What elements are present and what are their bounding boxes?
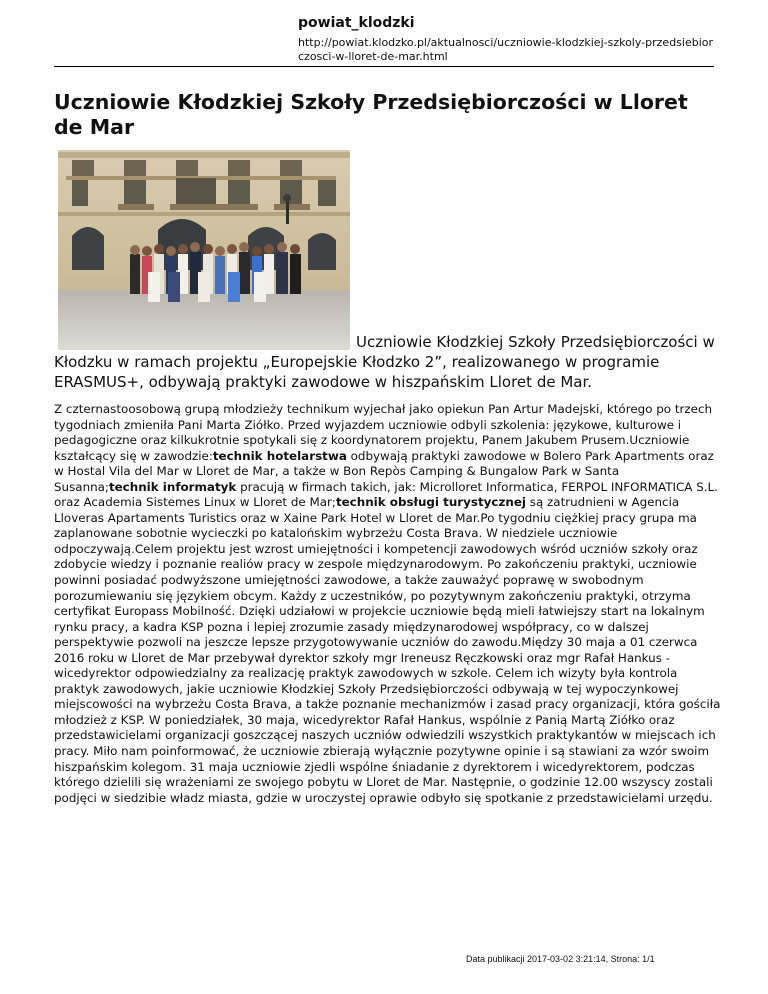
- body-part-2: odbywają praktyki zawodowe w Bolero Park Apartments oraz w Hostal Vila del Mar w Lloret de Mar, a także w Bon Repòs Camping & Bungalow Park w Santa Susanna;: [54, 448, 714, 494]
- site-name: powiat_klodzki: [298, 15, 415, 31]
- group-photo: [58, 150, 350, 350]
- article-title: Uczniowie Kłodzkiej Szkoły Przedsiębiorczości w Lloret de Mar: [54, 90, 688, 139]
- profession-hotel: technik hotelarstwa: [212, 448, 347, 463]
- article-url[interactable]: http://powiat.klodzko.pl/aktualnosci/uczniowie-klodzkiej-szkoly-przedsiebiorczosci-w-lloret-de-mar.html: [298, 36, 714, 63]
- body-part-1: Z czternastoosobową grupą młodzieży technikum wyjechał jako opiekun Pan Artur Madejski, którego po trzech tygodniach zmieniła Pani Marta Ziółko. Przed wyjazdem uczniowie odbyli szkolenia: językowe, kulturowe i pedagogiczne oraz kilkukrotnie spotykali się z koordynatorem projektu, Panem Jakubem Prusem.Uczniowie kształcący się w zawodzie:: [54, 402, 713, 463]
- article-lead: [54, 332, 724, 392]
- body-part-4: są zatrudnieni w Agencia Lloveras Apartaments Turistics oraz w Xaine Park Hotel w Lloret de Mar.Po tygodniu ciężkiej pracy grupa ma zaplanowane sobotnie wycieczki po katalońskim wybrzeżu Costa Brava. W niedziele uczniowie odpoczywają.Celem projektu jest wzrost umiejętności i kompetencji zawodowych wśród uczniów szkoły oraz zdobycie wiedzy i poznanie realiów pracy w zespole międzynarodowym. Po zakończeniu praktyki, uczniowie powinni posiadać podwyższone umiejętności zawodowe, a także zauważyć poprawę w swobodnym porozumiewaniu się językiem obcym. Każdy z uczestników, po pozytywnym zakończeniu praktyki, otrzyma certyfikat Europass Mobilność. Dzięki udziałowi w projekcie uczniowie będą mieli łatwiejszy start na lokalnym rynku pracy, a kadra KSP pozna i lepiej zrozumie zasady międzynarodowej współpracy, co w dalszej perspektywie pozwoli na jeszcze lepsze przygotowywanie uczniów do zawodu.Między 30 maja a 01 czerwca 2016 roku w Lloret de Mar przebywał dyrektor szkoły mgr Ireneusz Ręczkowski oraz mgr Rafał Hankus - wicedyrektor odpowiedzialny za realizację praktyk zawodowych w szkole. Celem ich wizyty była kontrola praktyk zawodowych, jakie uczniowie Kłodzkiej Szkoły Przedsiębiorczości odbywają w tej wypoczynkowej miejscowości na wybrzeżu Costa Brava, a także poznanie mechanizmów i zasad pracy organizacji, która gościła młodzież z KSP. W poniedziałek, 30 maja, wicedyrektor Rafał Hankus, wspólnie z Panią Martą Ziółko oraz przedstawicielami organizacji goszczącej naszych uczniów odwiedzili wszystkich praktykantów w miejscach ich pracy. Miło nam poinformować, że uczniowie zbierają wyłącznie pozytywne opinie i są stawiani za wzór swoim hiszpańskim kolegom. 31 maja uczniowie zjedli wspólne śniadanie z dyrektorem i wicedyrektorem, podczas którego dzielili się wrażeniami ze swojego pobytu w Lloret de Mar. Następnie, o godzinie 12.00 wszyscy zostali podjęci w siedzibie władz miasta, gdzie w uroczystej oprawie odbyło się spotkanie z przedstawicielami urzędu.: [54, 495, 721, 805]
- header-divider: [54, 66, 714, 67]
- publication-footer: Data publikacji 2017-03-02 3:21:14, Strona: 1/1: [466, 954, 655, 964]
- page-header: [298, 14, 718, 64]
- article-body: [54, 402, 722, 806]
- profession-tourism: technik obsługi turystycznej: [335, 495, 527, 510]
- body-part-3: pracują w firmach takich, jak: Microlloret Informatica, FERPOL INFORMATICA S.L. oraz Academia Sistemes Linux w Lloret de Mar;: [54, 479, 718, 510]
- profession-it: technik informatyk: [108, 479, 237, 494]
- lead-text: Uczniowie Kłodzkiej Szkoły Przedsiębiorczości w Kłodzku w ramach projektu „Europejskie Kłodzko 2”, realizowanego w programie ERASMUS+, odbywają praktyki zawodowe w hiszpańskim Lloret de Mar.: [54, 333, 715, 391]
